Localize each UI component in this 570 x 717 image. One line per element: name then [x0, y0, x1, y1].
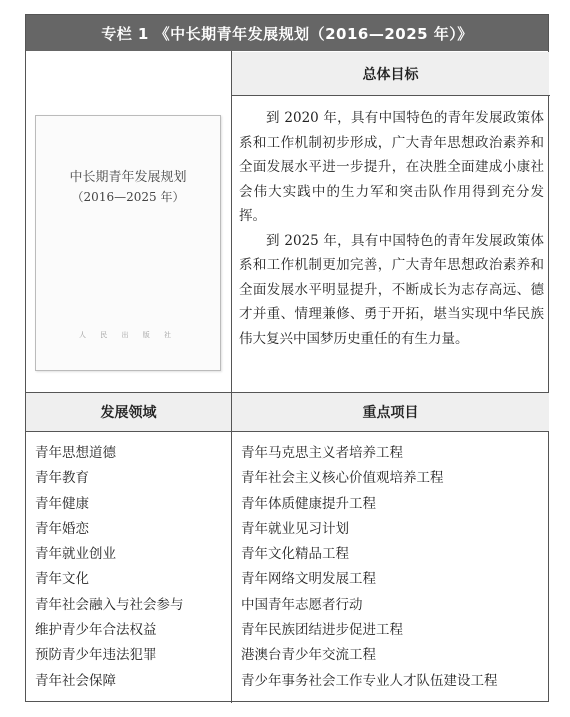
project-item: 中国青年志愿者行动 [241, 596, 363, 613]
areas-list [35, 441, 184, 694]
project-item: 青年体质健康提升工程 [241, 495, 376, 512]
project-item: 港澳台青少年交流工程 [241, 647, 376, 664]
cover-publisher: 人 民 出 版 社 [79, 331, 177, 339]
projects-header: 重点项目 [232, 393, 549, 431]
area-item: 青年社会融入与社会参与 [35, 596, 184, 613]
column-divider [231, 51, 232, 703]
area-item: 青年就业创业 [35, 546, 116, 563]
project-item: 青年文化精品工程 [241, 546, 349, 563]
goals-header: 总体目标 [232, 52, 549, 95]
projects-list [241, 441, 498, 694]
area-item: 青年健康 [35, 495, 89, 512]
area-item: 预防青少年违法犯罪 [35, 647, 157, 664]
project-item: 青少年事务社会工作专业人才队伍建设工程 [241, 672, 498, 689]
goals-header-rule [231, 95, 550, 96]
area-item: 青年教育 [35, 470, 89, 487]
area-item: 青年婚恋 [35, 520, 89, 537]
column-title: 专栏 1 《中长期青年发展规划（2016—2025 年）》 [26, 15, 548, 51]
cover-title-line1: 中长期青年发展规划 [69, 170, 187, 185]
area-item: 青年思想道德 [35, 445, 116, 461]
project-item: 青年网络文明发展工程 [241, 571, 376, 588]
cover-title-line2: （2016—2025 年） [71, 190, 185, 204]
areas-header: 发展领域 [26, 393, 231, 431]
area-item: 维护青少年合法权益 [35, 622, 157, 639]
project-item: 青年就业见习计划 [241, 520, 349, 537]
area-item: 青年文化 [35, 571, 89, 588]
goals-text [239, 106, 544, 351]
table-header-rule [26, 431, 548, 432]
cover-cell [26, 51, 231, 407]
book-cover-image [35, 115, 221, 371]
project-item: 青年民族团结进步促进工程 [241, 622, 403, 639]
goal-2020-paragraph: 到 2020 年，具有中国特色的青年发展政策体系和工作机制初步形成，广大青年思想政治素养和全面发展水平进一步提升，在决胜全面建成小康社会伟大实践中的生力军和突击队作用得到充分发挥。 [239, 110, 544, 224]
column-box [25, 14, 549, 702]
project-item: 青年马克思主义者培养工程 [241, 445, 403, 461]
goal-2025-paragraph: 到 2025 年，具有中国特色的青年发展政策体系和工作机制更加完善，广大青年思想政治素养和全面发展水平明显提升，不断成长为志存高远、德才并重、情理兼修、勇于开拓，堪当实现中华民族伟大复兴中国梦历史重任的有生力量。 [239, 232, 544, 347]
area-item: 青年社会保障 [35, 672, 116, 689]
project-item: 青年社会主义核心价值观培养工程 [241, 470, 444, 487]
